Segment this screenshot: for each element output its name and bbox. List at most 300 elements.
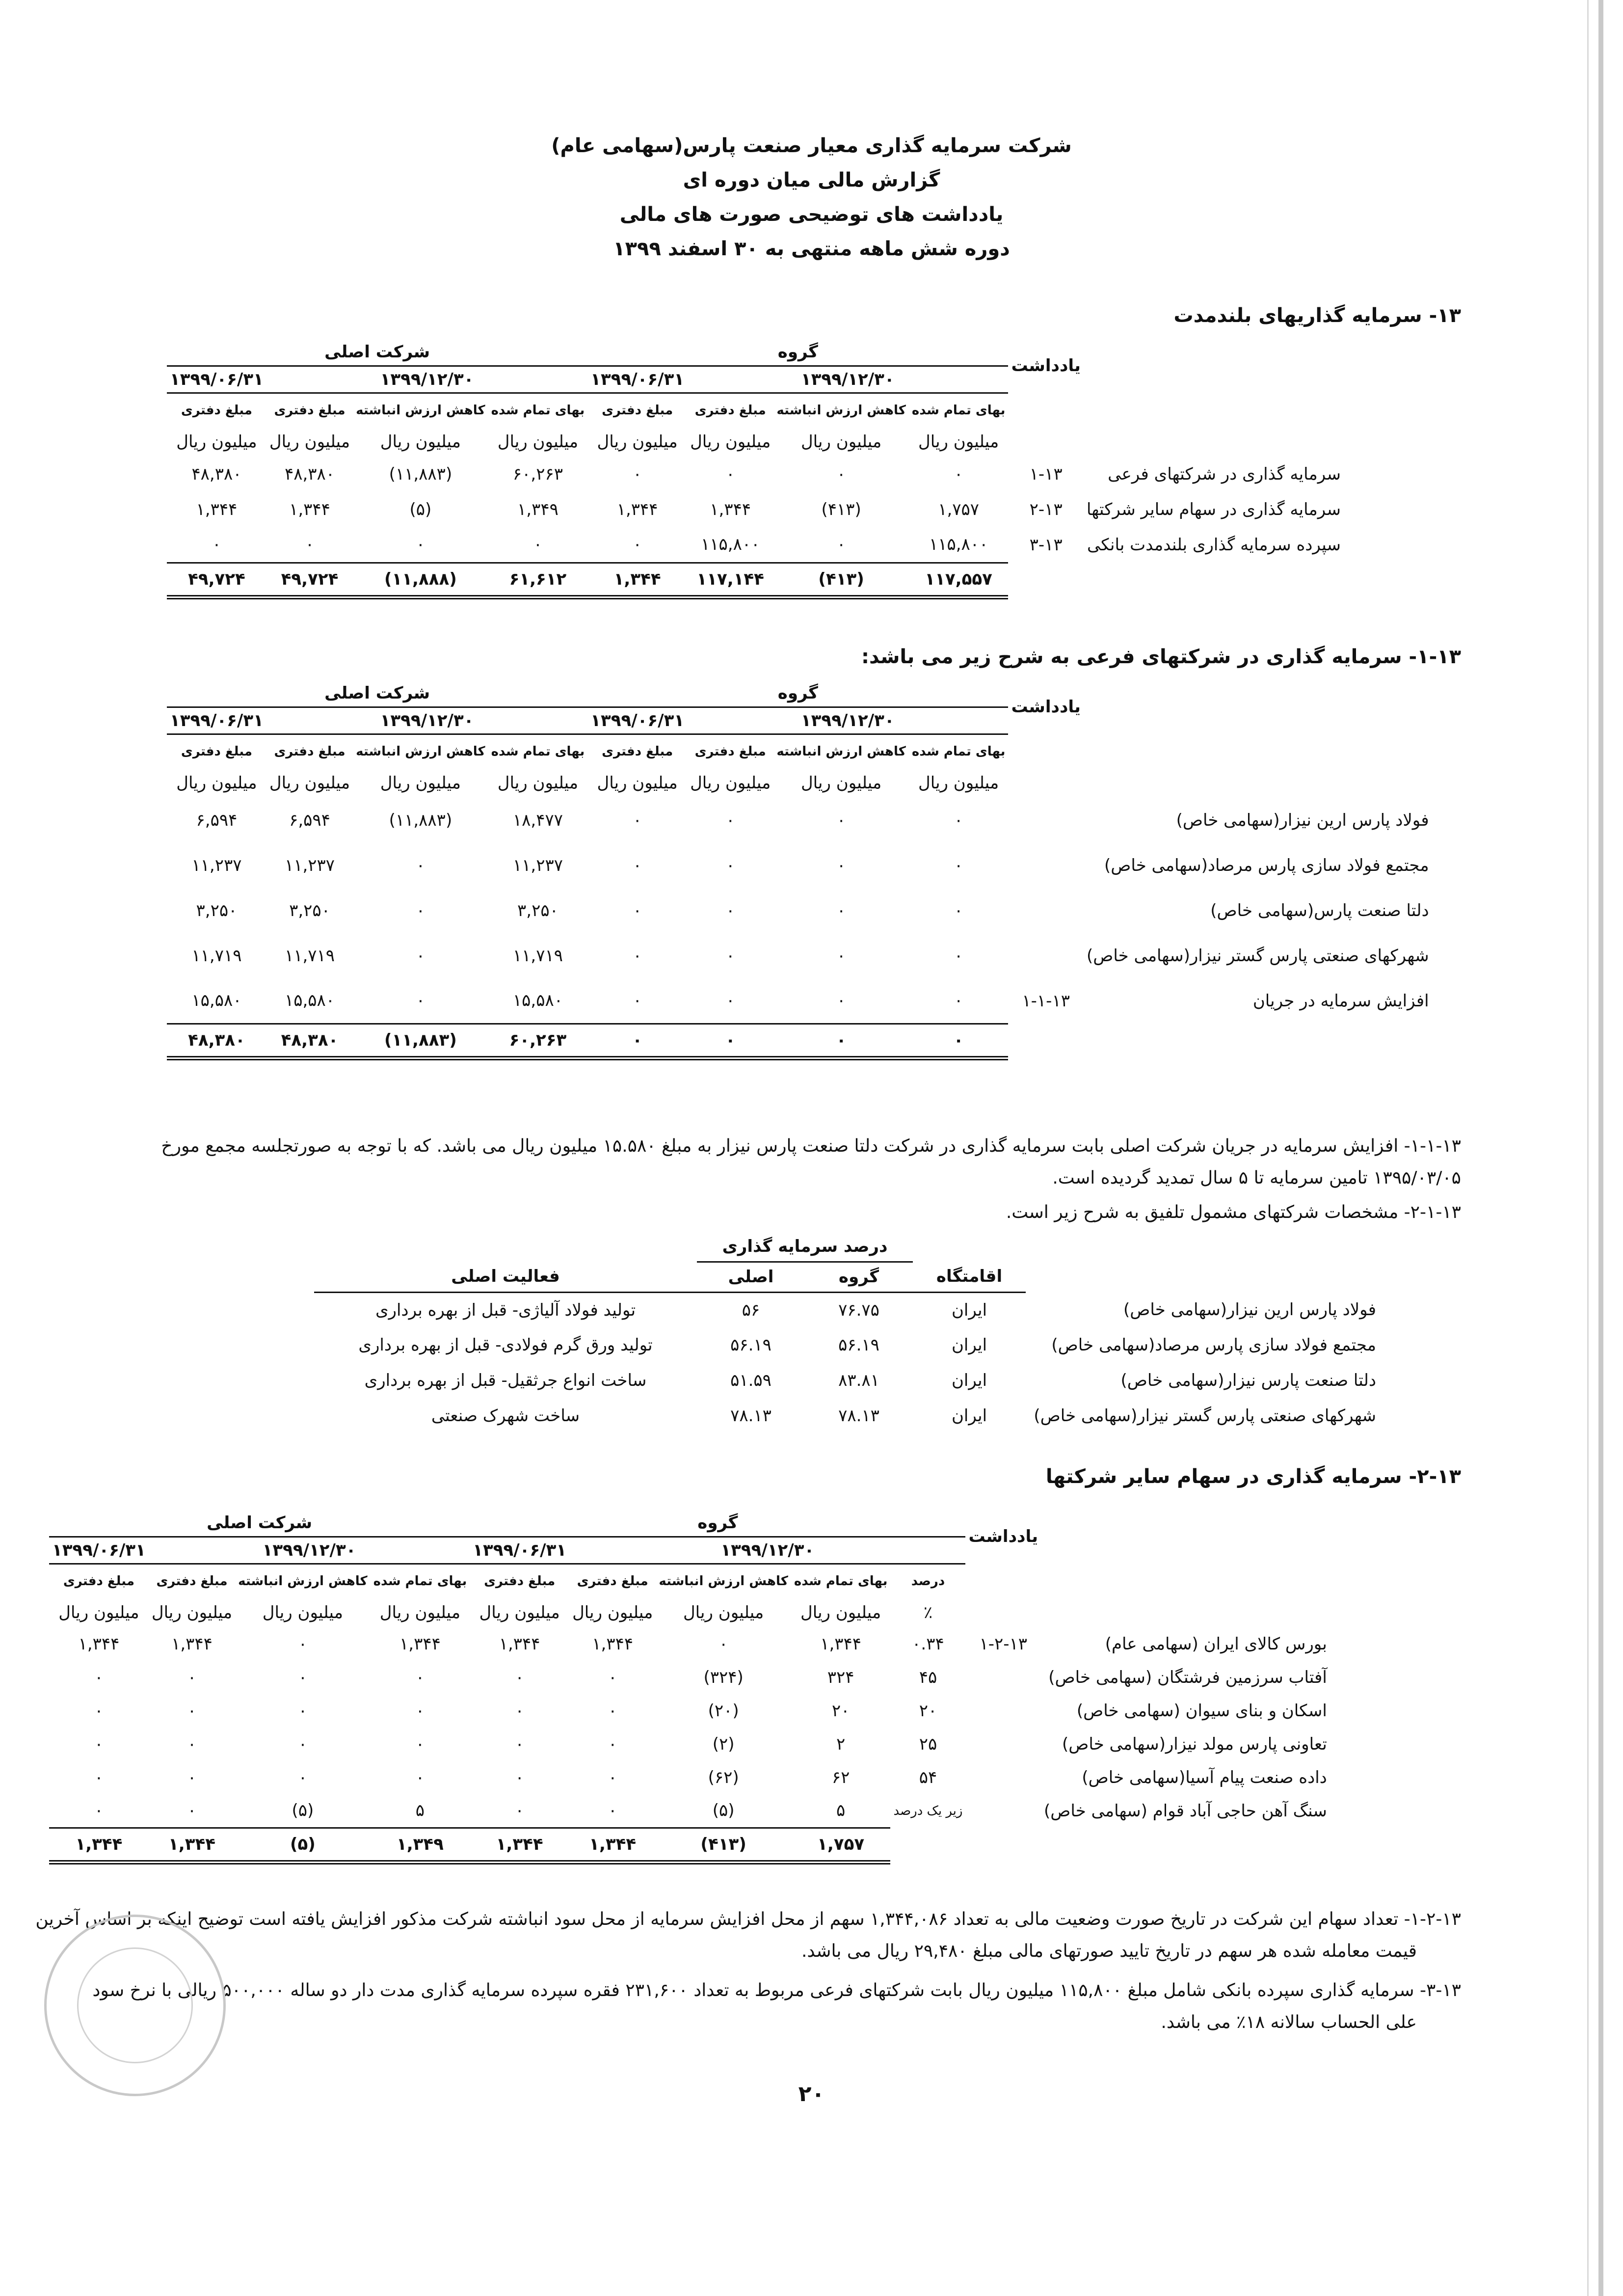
table-row: [167, 933, 1432, 978]
total-cell: ۱,۳۴۴: [149, 1828, 235, 1862]
date-header: ۱۳۹۹/۱۲/۳۰: [687, 366, 1008, 393]
percent-header: درصد: [911, 1573, 945, 1589]
section-13-2-title: ۲-۱۳- سرمایه گذاری در سهام سایر شرکتها: [1045, 1465, 1461, 1488]
unit-label: میلیون ریال: [800, 432, 882, 452]
table-row: [167, 843, 1432, 888]
note-header: یادداشت: [1011, 356, 1081, 376]
company-title: شرکت سرمایه گذاری معیار صنعت پارس(سهامی عام): [551, 135, 1072, 157]
unit-label: میلیون ریال: [379, 1603, 461, 1622]
value-cell: ۰: [726, 991, 735, 1011]
unit-label: میلیون ریال: [262, 1603, 344, 1622]
value-cell: ۱۵,۵۸۰: [512, 991, 563, 1011]
value-cell: (۶۲): [708, 1768, 739, 1787]
total-cell: ۱,۳۴۹: [371, 1828, 470, 1862]
value-cell: ۵: [415, 1801, 425, 1821]
value-cell: ۰: [726, 901, 735, 920]
value-cell: ۰: [954, 810, 963, 830]
value-cell: ۰: [416, 856, 426, 875]
main-percent-cell: ۵۶: [742, 1300, 760, 1320]
note-13-1-2-title: ۲-۱-۱۳- مشخصات شرکتهای مشمول تلفیق به شرح زیر است.: [1006, 1202, 1461, 1222]
value-cell: ۱,۷۵۷: [938, 500, 980, 519]
column-header-row: [167, 393, 1344, 427]
value-cell: ۰: [515, 1801, 524, 1821]
value-cell: ۰: [726, 856, 735, 875]
value-cell: (۱۱,۸۸۳): [389, 810, 452, 830]
activity-cell: تولید فولاد آلیاژی- قبل از بهره برداری: [375, 1300, 636, 1320]
unit-row: [167, 768, 1432, 798]
column-header: مبلغ دفتری: [577, 1573, 648, 1589]
value-cell: ۲۰: [831, 1701, 850, 1721]
value-cell: ۱۵,۵۸۰: [191, 991, 242, 1011]
value-cell: ۰: [954, 991, 963, 1011]
column-header: مبلغ دفتری: [602, 403, 673, 418]
value-cell: ۰: [718, 1634, 728, 1654]
percent-cell: ۰.۳۴: [912, 1634, 944, 1654]
column-header: بهای تمام شده: [373, 1573, 467, 1589]
note-13-1-1-line2: ۱۳۹۵/۰۳/۰۵ تامین سرمایه تا ۵ سال تمدید گردیده است.: [1052, 1168, 1461, 1188]
row-note: [1008, 888, 1084, 933]
total-row: [49, 1828, 1330, 1862]
value-cell: ۲: [836, 1734, 846, 1754]
value-cell: ۰: [726, 946, 735, 966]
value-cell: ۱۱,۲۳۷: [191, 856, 242, 875]
consolidated-subsidiaries-table: [157, 1232, 1379, 1433]
main-company-header: شرکت اصلی: [167, 680, 587, 707]
row-label: داده صنعت پیام آسیا(سهامی خاص): [1082, 1768, 1327, 1787]
spacer-cell: [1041, 1828, 1330, 1862]
value-cell: ۰: [515, 1701, 524, 1721]
column-header: کاهش ارزش انباشته: [776, 744, 906, 759]
value-cell: ۰: [633, 810, 642, 830]
row-note: [965, 1728, 1041, 1761]
unit-row: [167, 427, 1344, 457]
date-header: ۱۳۹۹/۰۶/۳۱: [167, 366, 266, 393]
row-note: ۱-۱-۱۳: [1022, 991, 1070, 1011]
row-note: [1008, 798, 1084, 843]
total-row: [167, 563, 1344, 597]
value-cell: ۰: [94, 1801, 104, 1821]
value-cell: ۶۰,۲۶۳: [512, 464, 563, 484]
total-cell: ۱۱۷,۱۴۴: [687, 563, 773, 597]
main-percent-cell: ۵۱.۵۹: [730, 1371, 772, 1390]
value-cell: ۱۵,۵۸۰: [284, 991, 335, 1011]
spacer-cell: [1008, 1024, 1084, 1058]
group-percent-cell: ۷۶.۷۵: [838, 1300, 879, 1320]
total-cell: ۰: [909, 1024, 1009, 1058]
value-cell: (۵): [409, 500, 432, 519]
row-note: [965, 1794, 1041, 1828]
group-percent-cell: ۵۶.۱۹: [838, 1335, 879, 1355]
period-title: دوره شش ماهه منتهی به ۳۰ اسفند ۱۳۹۹: [613, 238, 1010, 260]
value-cell: ۱,۳۴۴: [592, 1634, 634, 1654]
value-cell: ۵: [836, 1801, 846, 1821]
value-cell: ۰: [416, 535, 426, 555]
total-cell: (۴۱۳): [656, 1828, 791, 1862]
column-header: کاهش ارزش انباشته: [356, 744, 485, 759]
value-cell: ۱,۳۴۴: [196, 500, 238, 519]
residence-cell: ایران: [951, 1371, 987, 1390]
table-row: [157, 1398, 1379, 1433]
table-row: [167, 492, 1344, 527]
column-header: بهای تمام شده: [491, 744, 585, 759]
value-cell: ۱۱۵,۸۰۰: [701, 535, 760, 555]
value-cell: ۰: [416, 901, 426, 920]
unit-label: میلیون ریال: [918, 432, 999, 452]
value-cell: ۰: [515, 1768, 524, 1787]
value-cell: (۲): [712, 1734, 735, 1754]
row-label: تعاونی پارس مولد نیزار(سهامی خاص): [1062, 1734, 1327, 1754]
auditor-stamp-inner: [77, 1947, 193, 2063]
section-13-1-title: ۱-۱۳- سرمایه گذاری در شرکتهای فرعی به شرح زیر می باشد:: [861, 646, 1461, 668]
note-13-2-1-line2: قیمت معامله شده هر سهم در تاریخ تایید صورتهای مالی مبلغ ۲۹,۴۸۰ ریال می باشد.: [801, 1941, 1417, 1961]
value-cell: ۰: [836, 991, 846, 1011]
spacer-cell: [890, 1828, 965, 1862]
scan-edge: [1598, 0, 1603, 2296]
total-cell: ۰: [687, 1024, 773, 1058]
value-cell: ۰: [187, 1701, 197, 1721]
value-cell: ۴۸,۳۸۰: [284, 464, 335, 484]
table-row: [49, 1694, 1330, 1728]
value-cell: ۰: [298, 1701, 308, 1721]
date-header: ۱۳۹۹/۱۲/۳۰: [266, 366, 587, 393]
date-header: ۱۳۹۹/۰۶/۳۱: [587, 366, 687, 393]
value-cell: ۱,۳۴۴: [710, 500, 751, 519]
value-cell: ۰: [608, 1768, 617, 1787]
table-row: [49, 1728, 1330, 1761]
spacer-cell: [1084, 1024, 1432, 1058]
value-cell: (۵): [292, 1801, 314, 1821]
unit-row: [49, 1598, 1330, 1627]
total-row: [167, 1024, 1432, 1058]
unit-label: میلیون ریال: [800, 773, 882, 793]
note-13-2-1-line1: ۱-۲-۱۳- تعداد سهام این شرکت در تاریخ صورت وضعیت مالی به تعداد ۱,۳۴۴,۰۸۶ سهم از محل افزایش سرمایه از محل سود انباشته شرکت مذکور افزایش یافته است توضیح اینکه بر اساس آخرین: [35, 1909, 1461, 1929]
row-label: آفتاب سرزمین فرشتگان (سهامی خاص): [1048, 1668, 1327, 1687]
value-cell: ۰: [298, 1668, 308, 1687]
value-cell: ۰: [836, 901, 846, 920]
row-label: افزایش سرمایه در جریان: [1252, 991, 1429, 1011]
row-label: سپرده سرمایه گذاری بلندمدت بانکی: [1087, 535, 1341, 555]
total-cell: ۱,۳۴۴: [569, 1828, 656, 1862]
note-header: یادداشت: [1011, 697, 1081, 717]
value-cell: ۰: [954, 946, 963, 966]
total-cell: ۱,۳۴۴: [49, 1828, 149, 1862]
value-cell: ۱,۳۴۴: [289, 500, 330, 519]
value-cell: ۱۱,۲۳۷: [284, 856, 335, 875]
column-header: کاهش ارزش انباشته: [238, 1573, 368, 1589]
table-row: [157, 1363, 1379, 1398]
total-cell: ۴۹,۷۲۴: [167, 563, 266, 597]
group-header: گروه: [470, 1510, 965, 1537]
main-percent-cell: ۷۸.۱۳: [730, 1406, 772, 1426]
value-cell: ۰: [836, 464, 846, 484]
value-cell: (۲۰): [708, 1701, 739, 1721]
value-cell: (۳۲۴): [703, 1668, 744, 1687]
value-cell: ۱۸,۴۷۷: [512, 810, 563, 830]
main-company-header: شرکت اصلی: [167, 339, 587, 366]
value-cell: ۱۱۵,۸۰۰: [929, 535, 988, 555]
value-cell: ۰: [726, 464, 735, 484]
value-cell: ۱,۳۴۴: [616, 500, 658, 519]
value-cell: ۰: [187, 1668, 197, 1687]
group-percent-header: گروه: [805, 1262, 913, 1292]
activity-cell: تولید ورق گرم فولادی- قبل از بهره برداری: [358, 1335, 653, 1355]
value-cell: ۰: [94, 1734, 104, 1754]
total-cell: ۱,۳۴۴: [470, 1828, 569, 1862]
percent-cell: ۴۵: [919, 1668, 937, 1687]
column-header: مبلغ دفتری: [602, 744, 673, 759]
total-cell: (۱۱,۸۸۳): [353, 1024, 488, 1058]
spacer-cell: [1008, 563, 1084, 597]
report-title: گزارش مالی میان دوره ای: [683, 169, 940, 191]
value-cell: ۰: [515, 1668, 524, 1687]
long-term-investments-table: [167, 339, 1344, 599]
row-note: [965, 1761, 1041, 1794]
value-cell: ۱,۳۴۴: [78, 1634, 120, 1654]
total-cell: (۵): [235, 1828, 371, 1862]
column-header: بهای تمام شده: [911, 403, 1006, 418]
value-cell: ۰: [187, 1734, 197, 1754]
row-label: سرمایه گذاری در شرکتهای فرعی: [1108, 464, 1341, 484]
percent-cell: ۵۴: [919, 1768, 937, 1787]
value-cell: ۰: [298, 1768, 308, 1787]
subsidiaries-table: [167, 680, 1432, 1060]
date-header: ۱۳۹۹/۰۶/۳۱: [49, 1537, 149, 1564]
residence-cell: ایران: [951, 1335, 987, 1355]
value-cell: ۰: [633, 856, 642, 875]
total-cell: ۱,۷۵۷: [791, 1828, 891, 1862]
value-cell: ۰: [954, 901, 963, 920]
total-cell: ۴۹,۷۲۴: [266, 563, 353, 597]
table-row: [167, 798, 1432, 843]
unit-label: میلیون ریال: [176, 432, 257, 452]
value-cell: ۰: [608, 1701, 617, 1721]
value-cell: ۳,۲۵۰: [289, 901, 330, 920]
value-cell: (۵): [712, 1801, 735, 1821]
row-note: ۳-۱۳: [1029, 535, 1063, 555]
residence-cell: ایران: [951, 1406, 987, 1426]
unit-label: میلیون ریال: [269, 432, 350, 452]
value-cell: ۰: [836, 535, 846, 555]
unit-label: میلیون ریال: [800, 1603, 881, 1622]
value-cell: ۰: [298, 1734, 308, 1754]
spacer-cell: [157, 1363, 314, 1398]
column-header: مبلغ دفتری: [181, 744, 252, 759]
value-cell: ۱,۳۴۴: [399, 1634, 441, 1654]
row-note: ۲-۱۳: [1029, 500, 1063, 519]
value-cell: ۳۲۴: [827, 1668, 854, 1687]
column-header: مبلغ دفتری: [274, 744, 346, 759]
value-cell: ۰: [298, 1634, 308, 1654]
table-row: [167, 888, 1432, 933]
total-cell: ۱۱۷,۵۵۷: [909, 563, 1009, 597]
value-cell: (۴۱۳): [821, 500, 861, 519]
unit-label: میلیون ریال: [176, 773, 257, 793]
value-cell: ۰: [187, 1768, 197, 1787]
total-cell: ۶۰,۲۶۳: [488, 1024, 588, 1058]
value-cell: ۰: [633, 901, 642, 920]
unit-label: میلیون ریال: [479, 1603, 560, 1622]
unit-label: میلیون ریال: [380, 773, 461, 793]
table-row: [49, 1627, 1330, 1661]
value-cell: ۰: [515, 1734, 524, 1754]
value-cell: ۱,۳۴۹: [517, 500, 559, 519]
column-header: کاهش ارزش انباشته: [659, 1573, 788, 1589]
value-cell: ۳,۲۵۰: [517, 901, 559, 920]
value-cell: ۱۱,۷۱۹: [512, 946, 563, 966]
total-cell: ۴۸,۳۸۰: [167, 1024, 266, 1058]
row-label: اسکان و بنای سیوان (سهامی خاص): [1076, 1701, 1327, 1721]
value-cell: ۱,۳۴۴: [499, 1634, 540, 1654]
value-cell: ۱۱,۷۱۹: [284, 946, 335, 966]
section-13-title: ۱۳- سرمایه گذاریهای بلندمدت: [1173, 304, 1461, 327]
value-cell: ۰: [954, 464, 963, 484]
total-cell: ۱,۳۴۴: [587, 563, 687, 597]
value-cell: ۰: [608, 1668, 617, 1687]
activity-cell: ساخت شهرک صنعتی: [431, 1406, 580, 1426]
row-note: ۱-۱۳: [1029, 464, 1063, 484]
table-row: [49, 1761, 1330, 1794]
unit-label: میلیون ریال: [380, 432, 461, 452]
note-13-3-line1: ۳-۱۳- سرمایه گذاری سپرده بانکی شامل مبلغ ۱۱۵,۸۰۰ میلیون ریال بابت شرکتهای فرعی مربوط به تعداد ۲۳۱,۶۰۰ فقره سپرده سرمایه گذاری مدت دار دو ساله ۵۰۰,۰۰۰ ریالی با نرخ سود: [92, 1980, 1461, 2000]
value-cell: ۱,۳۴۴: [820, 1634, 862, 1654]
unit-label: میلیون ریال: [597, 773, 678, 793]
main-percent-cell: ۵۶.۱۹: [730, 1335, 772, 1355]
column-header: مبلغ دفتری: [274, 403, 346, 418]
main-company-header: شرکت اصلی: [49, 1510, 470, 1537]
value-cell: ۰: [726, 810, 735, 830]
table-row: [49, 1794, 1330, 1828]
total-cell: (۱۱,۸۸۸): [353, 563, 488, 597]
unit-label: میلیون ریال: [497, 432, 579, 452]
row-label: سنگ آهن حاجی آباد قوام (سهامی خاص): [1044, 1801, 1327, 1821]
value-cell: ۰: [633, 946, 642, 966]
table-row: [157, 1292, 1379, 1327]
column-header: کاهش ارزش انباشته: [356, 403, 485, 418]
date-header: ۱۳۹۹/۱۲/۳۰: [569, 1537, 965, 1564]
company-name: شهرکهای صنعتی پارس گستر نیزار(سهامی خاص): [1034, 1406, 1376, 1426]
value-cell: ۰: [633, 464, 642, 484]
note-13-1-1-line1: ۱-۱-۱۳- افزایش سرمایه در جریان شرکت اصلی بابت سرمایه گذاری در شرکت دلتا صنعت پارس نیزار به مبلغ ۱۵.۵۸۰ میلیون ریال می باشد. که با توجه به صورتجلسه مجمع مورخ: [161, 1136, 1461, 1156]
value-cell: ۰: [416, 991, 426, 1011]
unit-label: میلیون ریال: [497, 773, 579, 793]
percent-cell: ۲۵: [919, 1734, 937, 1754]
value-cell: ۱,۳۴۴: [171, 1634, 213, 1654]
date-header: ۱۳۹۹/۰۶/۳۱: [470, 1537, 569, 1564]
value-cell: ۰: [836, 810, 846, 830]
column-header: مبلغ دفتری: [63, 1573, 134, 1589]
value-cell: (۱۱,۸۸۳): [389, 464, 452, 484]
row-label: مجتمع فولاد سازی پارس مرصاد(سهامی خاص): [1104, 856, 1429, 875]
date-header: ۱۳۹۹/۱۲/۳۰: [149, 1537, 470, 1564]
percent-cell: زیر یک درصد: [893, 1804, 963, 1818]
column-header-row: [167, 734, 1432, 768]
company-name: فولاد پارس ارین نیزار(سهامی خاص): [1123, 1300, 1376, 1320]
table-row: [167, 978, 1432, 1024]
value-cell: ۰: [633, 991, 642, 1011]
percent-unit: ٪: [923, 1603, 933, 1622]
row-label: فولاد پارس ارین نیزار(سهامی خاص): [1176, 810, 1429, 830]
value-cell: ۰: [305, 535, 315, 555]
column-header: مبلغ دفتری: [694, 403, 766, 418]
value-cell: ۰: [415, 1734, 425, 1754]
value-cell: ۰: [187, 1801, 197, 1821]
note-header: یادداشت: [968, 1527, 1038, 1546]
activity-cell: ساخت انواع جرثقیل- قبل از بهره برداری: [364, 1371, 647, 1390]
spacer-cell: [965, 1828, 1041, 1862]
value-cell: ۱۱,۲۳۷: [512, 856, 563, 875]
column-header: مبلغ دفتری: [484, 1573, 556, 1589]
unit-label: میلیون ریال: [597, 432, 678, 452]
value-cell: ۰: [415, 1668, 425, 1687]
unit-label: میلیون ریال: [690, 432, 771, 452]
unit-label: میلیون ریال: [572, 1603, 653, 1622]
row-label: بورس کالای ایران (سهامی عام): [1105, 1634, 1327, 1654]
unit-label: میلیون ریال: [683, 1603, 764, 1622]
row-note: [1008, 933, 1084, 978]
table-row: [49, 1661, 1330, 1694]
value-cell: ۱۱,۷۱۹: [191, 946, 242, 966]
value-cell: ۳,۲۵۰: [196, 901, 238, 920]
value-cell: ۰: [608, 1734, 617, 1754]
value-cell: ۰: [94, 1768, 104, 1787]
note-13-3-line2: علی الحساب سالانه ۱۸٪ می باشد.: [1161, 2012, 1417, 2032]
group-header: گروه: [587, 339, 1008, 366]
date-header: ۱۳۹۹/۰۶/۳۱: [167, 707, 266, 734]
value-cell: ۰: [416, 946, 426, 966]
table-row: [167, 457, 1344, 492]
table-row: [157, 1327, 1379, 1363]
percent-cell: ۲۰: [919, 1701, 937, 1721]
row-note: [965, 1661, 1041, 1694]
other-shares-table: [49, 1510, 1330, 1864]
group-percent-cell: ۷۸.۱۳: [838, 1406, 879, 1426]
group-percent-cell: ۸۳.۸۱: [838, 1371, 879, 1390]
row-label: سرمایه گذاری در سهام سایر شرکتها: [1086, 500, 1341, 519]
value-cell: ۰: [533, 535, 543, 555]
total-cell: ۰: [773, 1024, 909, 1058]
scan-edge-line: [1587, 0, 1589, 2296]
column-header: کاهش ارزش انباشته: [776, 403, 906, 418]
column-header: بهای تمام شده: [794, 1573, 888, 1589]
value-cell: ۰: [212, 535, 221, 555]
spacer-cell: [157, 1292, 314, 1327]
row-note: ۱-۲-۱۳: [979, 1634, 1028, 1654]
row-label: شهرکهای صنعتی پارس گستر نیزار(سهامی خاص): [1086, 946, 1429, 966]
unit-label: میلیون ریال: [918, 773, 999, 793]
column-header: بهای تمام شده: [911, 744, 1006, 759]
date-header: ۱۳۹۹/۰۶/۳۱: [587, 707, 687, 734]
unit-label: میلیون ریال: [690, 773, 771, 793]
main-percent-header: اصلی: [697, 1262, 805, 1292]
value-cell: ۶,۵۹۴: [289, 810, 330, 830]
value-cell: ۴۸,۳۸۰: [191, 464, 242, 484]
column-header: مبلغ دفتری: [156, 1573, 228, 1589]
page-number: ۲۰: [798, 2081, 825, 2107]
row-label: دلتا صنعت پارس(سهامی خاص): [1210, 901, 1429, 920]
spacer-cell: [157, 1327, 314, 1363]
value-cell: ۰: [633, 535, 642, 555]
date-header: ۱۳۹۹/۱۲/۳۰: [266, 707, 587, 734]
unit-label: میلیون ریال: [151, 1603, 233, 1622]
total-cell: (۴۱۳): [773, 563, 909, 597]
column-header: مبلغ دفتری: [694, 744, 766, 759]
column-header: بهای تمام شده: [491, 403, 585, 418]
auditor-stamp: [44, 1915, 226, 2096]
value-cell: ۰: [94, 1668, 104, 1687]
unit-label: میلیون ریال: [269, 773, 350, 793]
investment-percent-header: درصد سرمایه گذاری: [697, 1232, 913, 1262]
value-cell: ۰: [94, 1701, 104, 1721]
